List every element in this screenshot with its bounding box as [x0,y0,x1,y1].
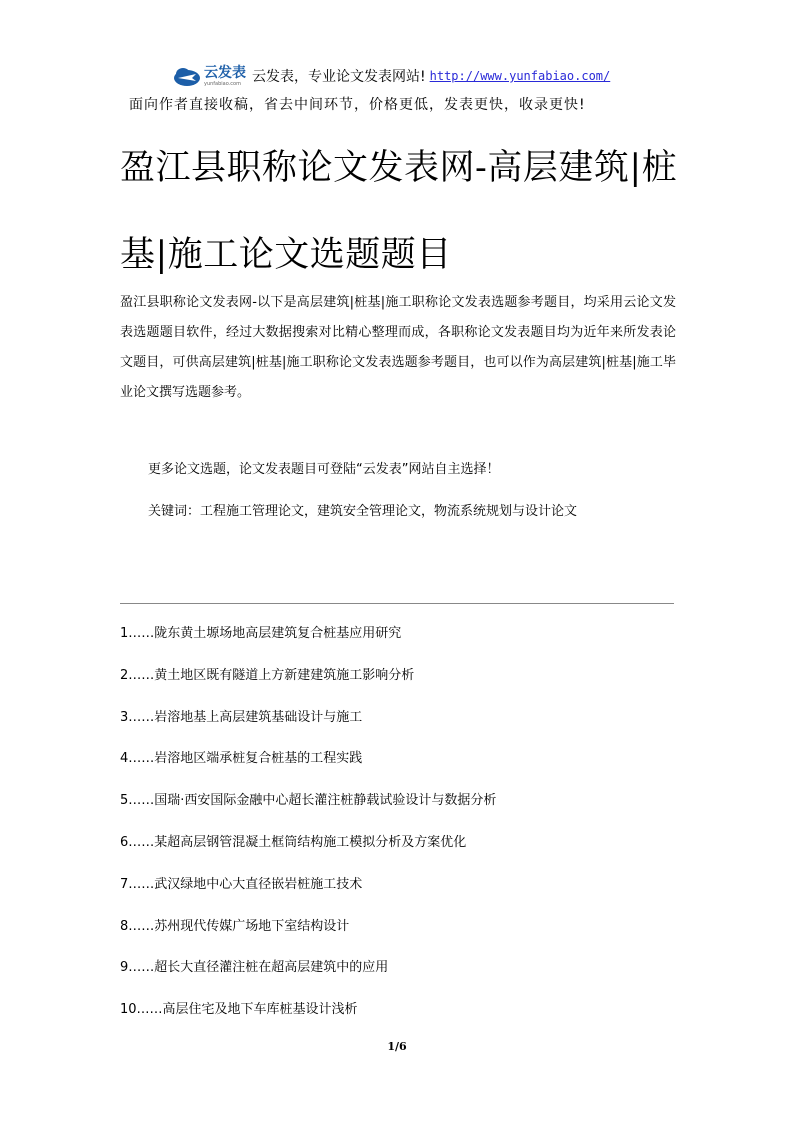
more-topics-note: 更多论文选题，论文发表题目可登陆“云发表”网站自主选择！ [148,462,500,477]
page-title: 盈江县职称论文发表网-高层建筑|桩基|施工论文选题题目 [120,148,678,275]
site-url-link[interactable]: http://www.yunfabiao.com/ [429,69,611,83]
site-slogan: 云发表，专业论文发表网站! [252,69,426,85]
topic-item: 1……陇东黄土塬场地高层建筑复合桩基应用研究 [120,626,402,641]
cloud-plane-icon [172,65,202,87]
topic-item: 4……岩溶地区端承桩复合桩基的工程实践 [120,751,363,767]
topic-item: 6……某超高层钢管混凝土框筒结构施工模拟分析及方案优化 [120,834,467,850]
logo-name: 云发表 [204,64,246,81]
section-divider [120,603,674,604]
topic-item: 3……岩溶地基上高层建筑基础设计与施工 [120,709,363,725]
header-brand-line [172,61,610,91]
topic-list [120,624,496,1042]
intro-paragraph: 盈江县职称论文发表网-以下是高层建筑|桩基|施工职称论文发表选题参考题目，均采用云论文发表选题题目软件，经过大数据搜索对比精心整理而成，各职称论文发表题目均为近年来所发表论文题目，可供高层建筑|桩基|施工职称论文发表选题参考题目，也可以作为高层建筑|桩基|施工毕业论文撰写选题参考。 [120,295,676,400]
topic-item: 9……超长大直径灌注桩在超高层建筑中的应用 [120,960,389,976]
logo-domain: yunfabiao.com [204,80,241,87]
site-tagline: 面向作者直接收稿，省去中间环节，价格更低，发表更快，收录更快! [129,97,586,113]
topic-item: 5……国瑞·西安国际金融中心超长灌注桩静载试验设计与数据分析 [120,793,497,809]
topic-item: 10……高层住宅及地下车库桩基设计浅析 [120,1002,358,1018]
topic-item: 8……苏州现代传媒广场地下室结构设计 [120,918,350,934]
site-logo[interactable] [172,65,246,87]
keywords-line: 关键词：工程施工管理论文，建筑安全管理论文，物流系统规划与设计论文 [148,504,578,519]
topic-item: 2……黄土地区既有隧道上方新建建筑施工影响分析 [120,667,415,683]
page-indicator: 1/6 [387,1040,407,1053]
topic-item: 7……武汉绿地中心大直径嵌岩桩施工技术 [120,876,363,892]
